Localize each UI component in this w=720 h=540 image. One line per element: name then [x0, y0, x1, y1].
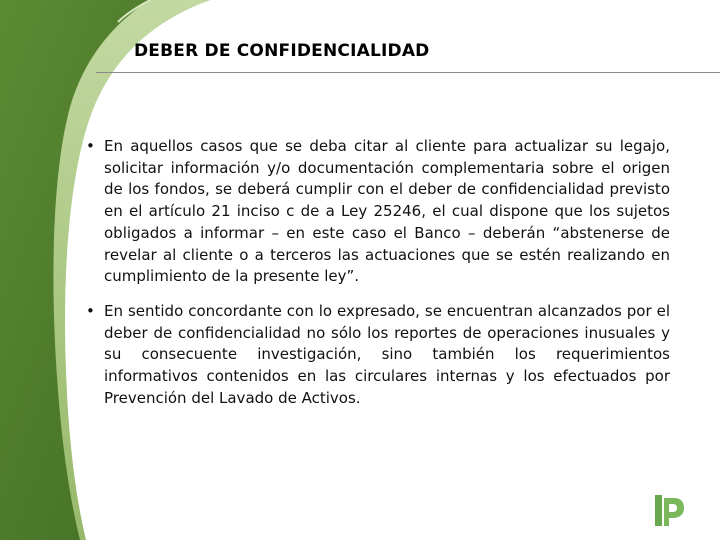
bank-logo-icon [652, 492, 686, 530]
page-title: DEBER DE CONFIDENCIALIDAD [134, 41, 430, 61]
bullet-text: En sentido concordante con lo expresado, se encuentran alcanzados por el deber de confidencialidad no sólo los reportes de operaciones inusuales y su consecuente investigación, sino también los requerimientos informativos contenidos en las circulares internas y los efectuados por Prevención del Lavado de Activos. [104, 301, 670, 407]
title-divider [96, 72, 720, 73]
bullet-marker: • [86, 301, 95, 320]
bullet-list [86, 136, 670, 409]
bullet-item [86, 301, 670, 410]
bullet-marker: • [86, 137, 95, 155]
bullet-item [86, 136, 670, 288]
bullet-text: En aquellos casos que se deba citar al cliente para actualizar su legajo, solicitar información y/o documentación complementaria sobre el origen de los fondos, se deberá cumplir con el deber de confidencialidad previsto en el artículo 21 inciso c de a Ley 25246, el cual dispone que los sujetos obligados a informar – en este caso el Banco – deberán “abstenerse de revelar al cliente o a terceros las actuaciones que se estén realizando en cumplimiento de la presente ley”. [104, 137, 670, 286]
